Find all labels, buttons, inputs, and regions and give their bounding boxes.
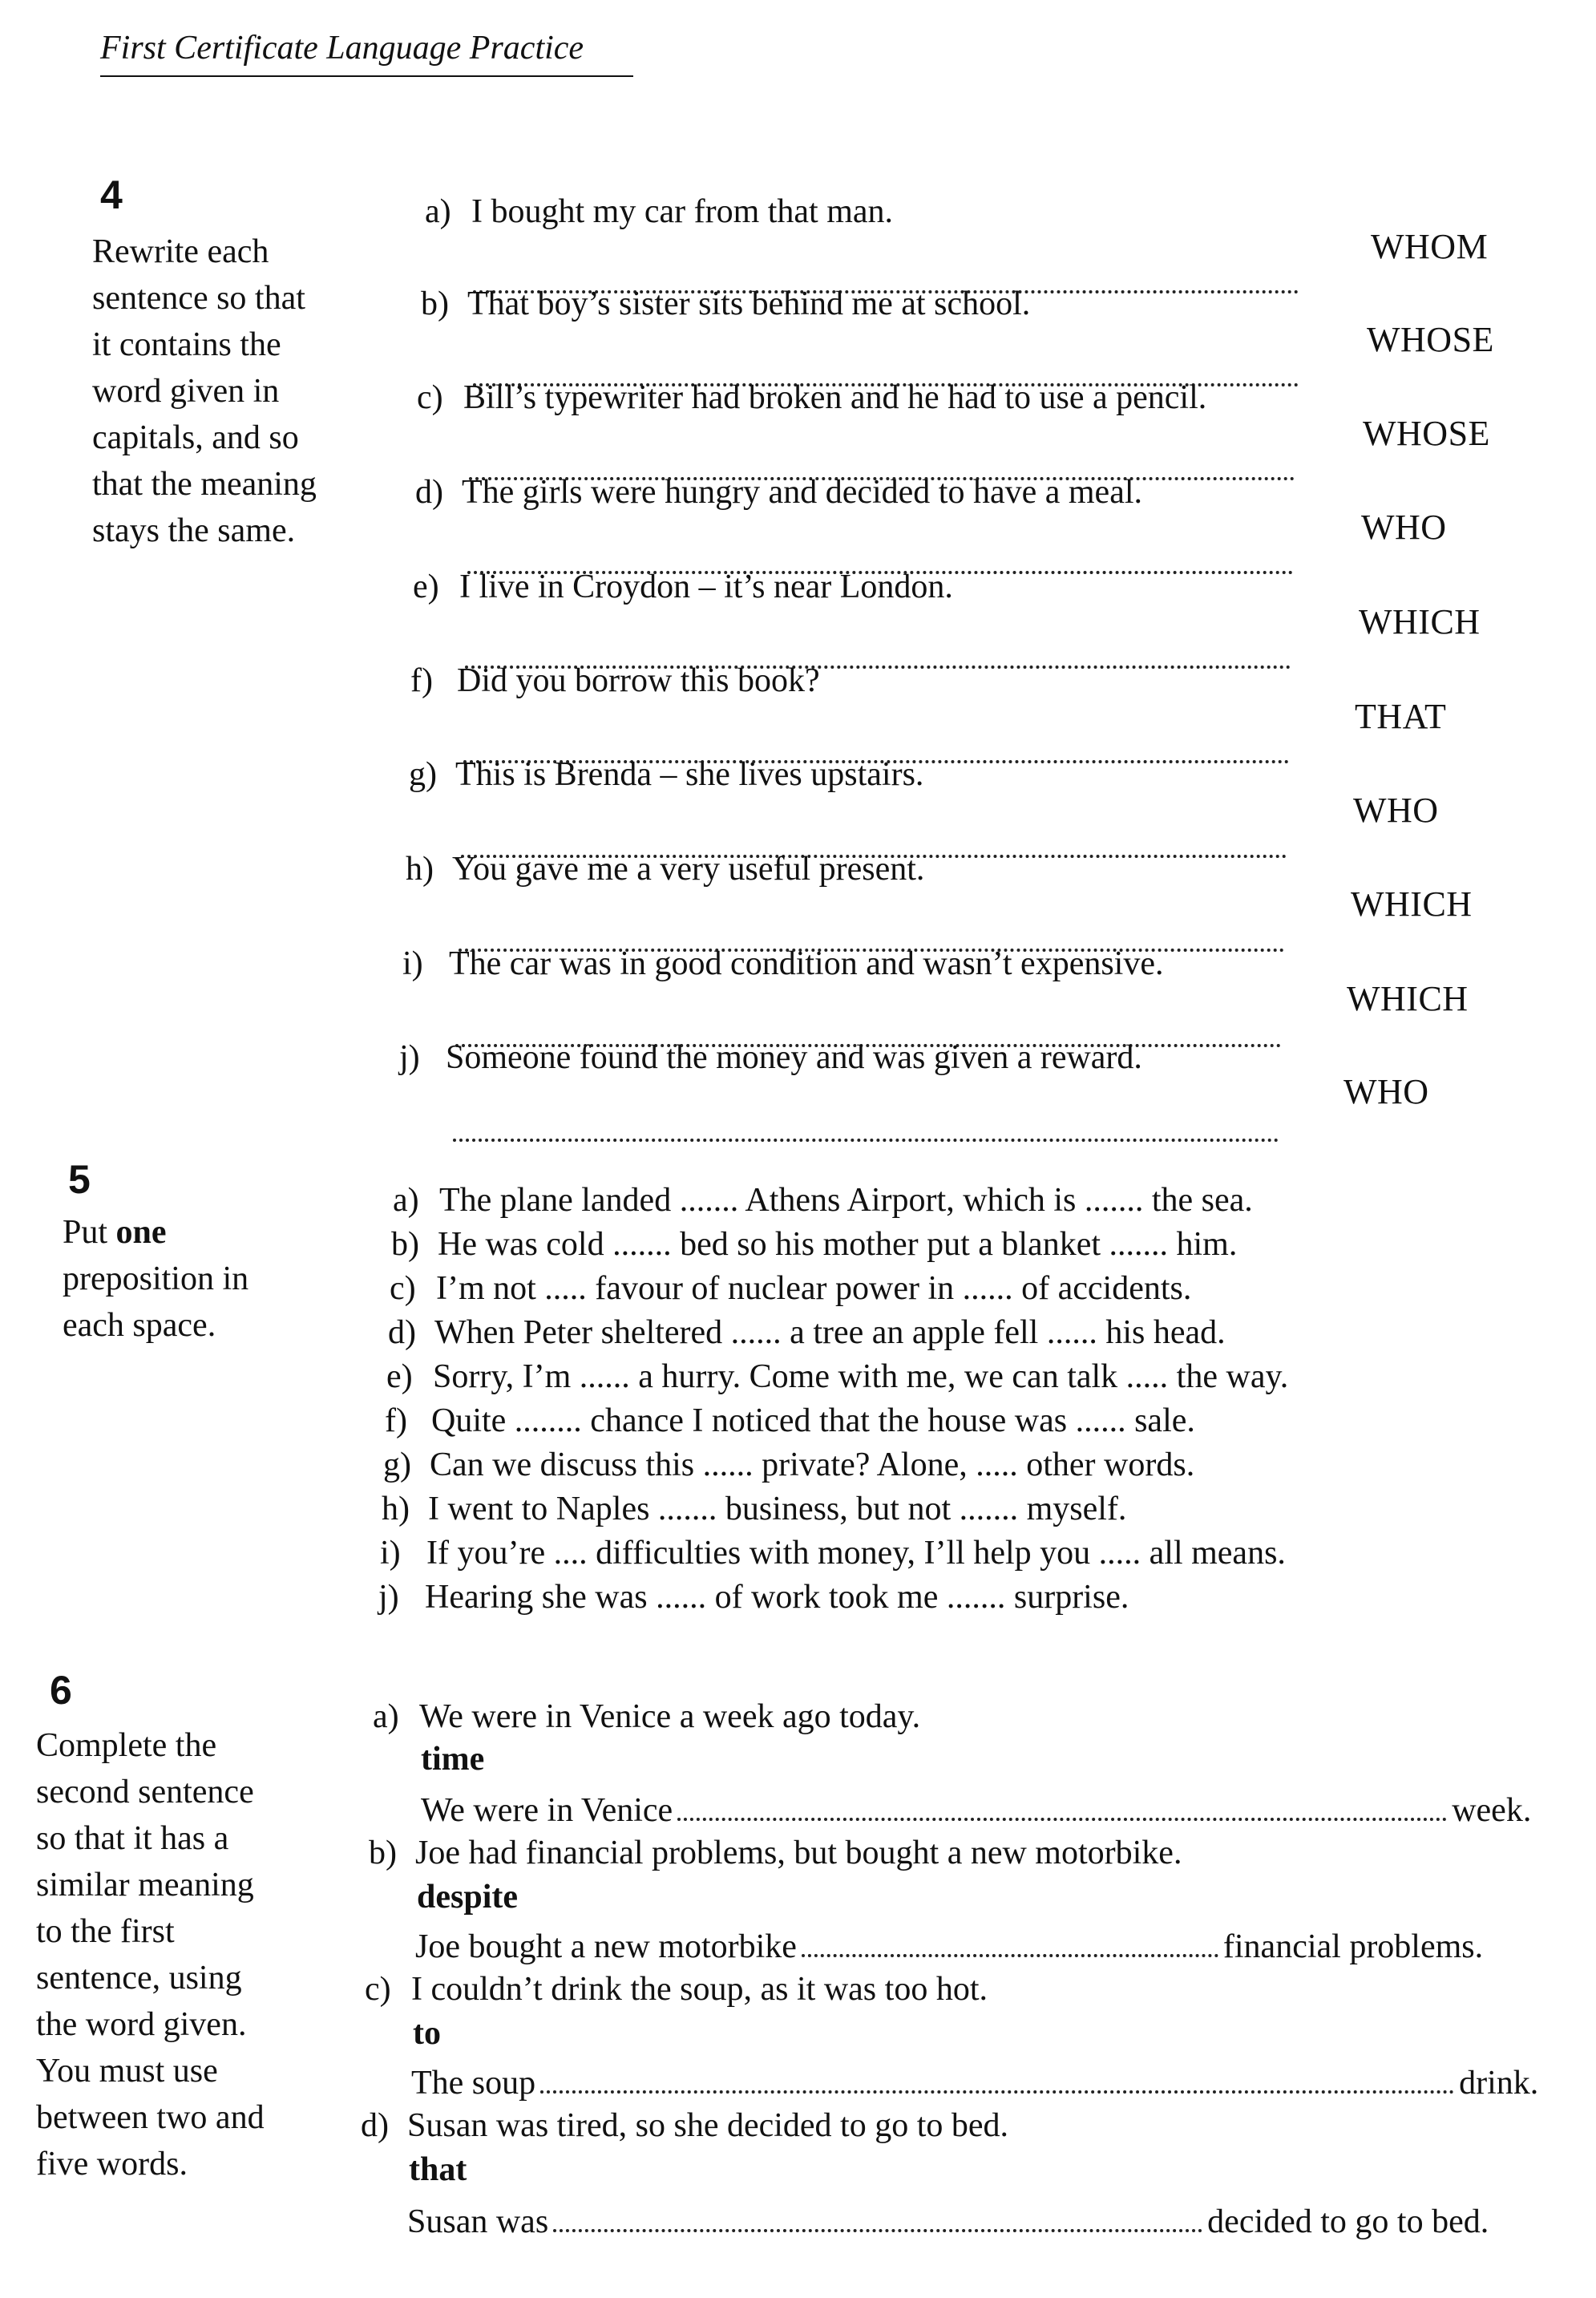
- list-item: [413, 568, 953, 606]
- item-row: [365, 1968, 988, 2010]
- item-sentence: I live in Croydon – it’s near London.: [459, 568, 953, 605]
- list-item: [383, 1443, 1194, 1487]
- sentence-end: week.: [1452, 1792, 1532, 1829]
- item-sentence: Susan was tired, so she decided to go to bed.: [407, 2107, 1009, 2144]
- item-sentence: The car was in good condition and wasn’t expensive.: [449, 945, 1164, 982]
- list-item: [382, 1487, 1126, 1531]
- key-word: WHICH: [1351, 884, 1473, 924]
- key-word: WHO: [1361, 508, 1447, 547]
- answer-line[interactable]: [802, 1954, 1218, 1957]
- instruction-emphasis: one: [115, 1214, 167, 1251]
- item-row: [411, 2062, 1538, 2104]
- sentence-start: Joe bought a new motorbike: [415, 1928, 797, 1965]
- item-row: [407, 2201, 1489, 2243]
- item-sentence: He was cold ....... bed so his mother put a blanket ....... him.: [438, 1226, 1238, 1263]
- item-sentence: I bought my car from that man.: [471, 193, 894, 230]
- list-item: [380, 1531, 1286, 1576]
- answer-line[interactable]: [540, 2090, 1454, 2094]
- item-label: b): [369, 1835, 397, 1871]
- list-item: [410, 661, 820, 700]
- item-label: b): [391, 1226, 419, 1263]
- item-label: c): [365, 1971, 391, 2008]
- sentence-start: Susan was: [407, 2203, 549, 2240]
- item-sentence: Quite ........ chance I noticed that the house was ...... sale.: [431, 1402, 1195, 1439]
- list-item: [385, 1399, 1195, 1443]
- sentence-start: The soup: [411, 2065, 536, 2102]
- item-label: c): [417, 379, 443, 416]
- key-word: that: [409, 2151, 467, 2188]
- answer-line[interactable]: [553, 2229, 1202, 2232]
- sentence-end: financial problems.: [1222, 1928, 1484, 1965]
- list-item: [399, 1038, 1142, 1077]
- list-item: [425, 192, 893, 231]
- item-label: d): [415, 474, 443, 511]
- item-sentence: The girls were hungry and decided to have a meal.: [462, 474, 1143, 511]
- item-label: g): [409, 756, 437, 793]
- key-word: WHICH: [1347, 979, 1469, 1018]
- item-sentence: I’m not ..... favour of nuclear power in ...... of accidents.: [436, 1270, 1192, 1307]
- answer-line[interactable]: [677, 1818, 1447, 1821]
- exercise-number: 4: [100, 172, 123, 217]
- item-label: g): [383, 1446, 411, 1483]
- key-word: WHICH: [1359, 602, 1481, 641]
- key-word: despite: [417, 1879, 518, 1916]
- list-item: [421, 285, 1030, 323]
- item-label: f): [385, 1402, 407, 1439]
- item-sentence: We were in Venice a week ago today.: [419, 1698, 921, 1735]
- item-sentence: Can we discuss this ...... private? Alone, ..... other words.: [430, 1446, 1195, 1483]
- item-row: [361, 2105, 1008, 2146]
- list-item: [378, 1576, 1129, 1620]
- item-row: [369, 1832, 1182, 1874]
- list-item: [406, 850, 924, 888]
- key-word: WHOSE: [1363, 414, 1490, 453]
- item-sentence: Hearing she was ...... of work took me ....... surprise.: [425, 1579, 1129, 1616]
- item-label: h): [382, 1491, 410, 1527]
- key-word: THAT: [1355, 697, 1447, 736]
- sentence-end: drink.: [1459, 2065, 1539, 2102]
- item-sentence: Sorry, I’m ...... a hurry. Come with me, we can talk ..... the way.: [433, 1358, 1289, 1395]
- item-sentence: That boy’s sister sits behind me at school.: [467, 285, 1031, 322]
- exercise-instruction: Rewrite each sentence so that it contains the word given in capitals, and so that the meaning stays the same.: [92, 233, 317, 549]
- item-label: a): [425, 193, 451, 230]
- list-item: [417, 378, 1206, 417]
- item-label: a): [373, 1698, 399, 1735]
- item-label: e): [413, 568, 439, 605]
- key-word: time: [421, 1741, 485, 1778]
- item-label: c): [390, 1270, 416, 1307]
- item-sentence: When Peter sheltered ...... a tree an apple fell ...... his head.: [434, 1314, 1226, 1351]
- key-word: to: [413, 2015, 441, 2052]
- item-sentence: Did you borrow this book?: [457, 662, 820, 699]
- key-word: WHOSE: [1367, 320, 1494, 359]
- exercise-instruction: [63, 1209, 335, 1349]
- key-word: WHOM: [1371, 227, 1489, 266]
- exercise-instruction: Complete the second sentence so that it has a similar meaning to the first sentence, using the word given. You must use between two and five words.: [36, 1727, 265, 2183]
- item-label: f): [410, 662, 433, 699]
- key-word: WHO: [1353, 791, 1439, 830]
- list-item: [402, 945, 1164, 983]
- answer-line[interactable]: [453, 1139, 1279, 1142]
- item-label: j): [399, 1039, 420, 1076]
- item-sentence: Bill’s typewriter had broken and he had to use a pencil.: [463, 379, 1207, 416]
- item-sentence: The plane landed ....... Athens Airport, which is ....... the sea.: [439, 1182, 1253, 1219]
- item-row: [421, 1790, 1531, 1831]
- item-sentence: If you’re .... difficulties with money, I’ll help you ..... all means.: [426, 1535, 1286, 1572]
- instruction-text: preposition in each space.: [63, 1260, 249, 1344]
- item-label: e): [386, 1358, 413, 1395]
- key-word: WHO: [1343, 1072, 1429, 1111]
- item-label: d): [361, 2107, 389, 2144]
- list-item: [415, 473, 1142, 512]
- instruction-text: Put: [63, 1214, 116, 1251]
- running-head: First Certificate Language Practice: [100, 24, 633, 77]
- list-item: [391, 1223, 1237, 1267]
- list-item: [386, 1355, 1288, 1399]
- item-sentence: This is Brenda – she lives upstairs.: [455, 756, 924, 793]
- item-label: d): [388, 1314, 416, 1351]
- item-row: [373, 1696, 920, 1738]
- item-label: i): [380, 1535, 401, 1572]
- item-label: j): [378, 1579, 399, 1616]
- item-sentence: Someone found the money and was given a reward.: [446, 1039, 1142, 1076]
- item-label: b): [421, 285, 449, 322]
- item-sentence: I couldn’t drink the soup, as it was too hot.: [411, 1971, 988, 2008]
- item-row: [415, 1926, 1483, 1968]
- item-label: i): [402, 945, 423, 982]
- exercise-number: 6: [50, 1668, 72, 1713]
- item-label: a): [393, 1182, 419, 1219]
- sentence-start: We were in Venice: [421, 1792, 673, 1829]
- item-sentence: I went to Naples ....... business, but not ....... myself.: [428, 1491, 1127, 1527]
- item-label: h): [406, 851, 434, 888]
- exercise-number: 5: [68, 1157, 91, 1202]
- sentence-end: decided to go to bed.: [1207, 2203, 1489, 2240]
- list-item: [388, 1311, 1226, 1355]
- list-item: [393, 1179, 1253, 1223]
- list-item: [390, 1267, 1191, 1311]
- item-sentence: You gave me a very useful present.: [452, 851, 925, 888]
- item-sentence: Joe had financial problems, but bought a new motorbike.: [415, 1835, 1182, 1871]
- list-item: [409, 755, 923, 794]
